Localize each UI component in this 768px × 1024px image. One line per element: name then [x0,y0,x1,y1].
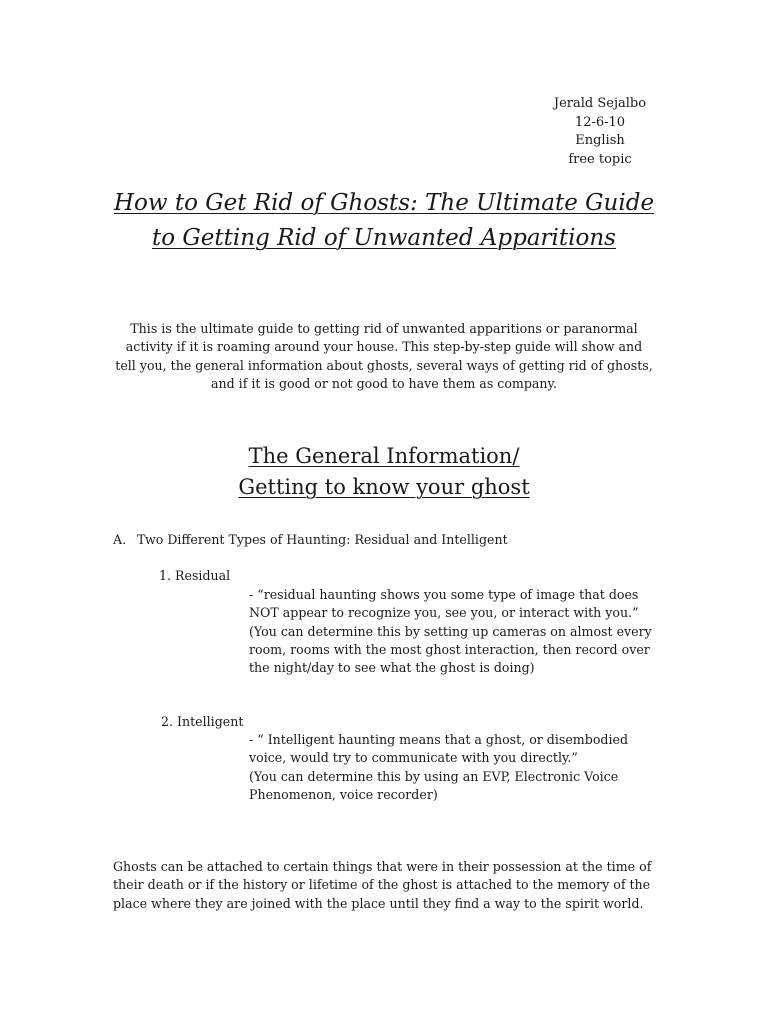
intelligent-description [249,731,669,804]
residual-line: NOT appear to recognize you, see you, or interact with you.” [249,605,639,621]
intelligent-line: - “ Intelligent haunting means that a ghost, or disembodied [249,732,628,747]
residual-line: - “residual haunting shows you some type of image that does [249,587,639,602]
intro-paragraph [104,320,664,393]
intro-line: tell you, the general information about ghosts, several ways of getting rid of ghosts, [115,357,653,373]
list-item-a-text: Two Different Types of Haunting: Residual and Intelligent [137,532,508,547]
document-title [84,186,684,256]
intro-line: activity if it is roaming around your house. This step-by-step guide will show and [125,339,643,355]
author-name: Jerald Sejalbo [553,96,647,111]
title-line-2: to Getting Rid of Unwanted Apparitions [152,225,616,251]
list-item-a-marker: A. [113,532,127,547]
residual-line: room, rooms with the most ghost interaction, then record over [249,641,650,657]
intro-line: and if it is good or not good to have them as company. [211,375,557,391]
title-line-1: How to Get Rid of Ghosts: The Ultimate Guide [113,190,655,216]
residual-line: (You can determine this by setting up cameras on almost every [249,623,652,639]
intelligent-line: voice, would try to communicate with you directly.” [249,750,578,766]
intro-line: This is the ultimate guide to getting rid of unwanted apparitions or paranormal [130,321,638,336]
header-block [520,95,680,169]
closing-line: their death or if the history or lifetime of the ghost is attached to the memory of the [113,877,651,893]
closing-line: place where they are joined with the place until they find a way to the spirit world. [113,895,644,911]
residual-description [249,586,669,677]
document-date: 12-6-10 [574,114,626,130]
intelligent-line: (You can determine this by using an EVP, Electronic Voice [249,768,619,784]
section-heading [84,441,684,503]
subject: English [575,133,625,148]
section-heading-line-2: Getting to know your ghost [238,475,530,499]
residual-label: 1. Residual [159,568,231,583]
topic: free topic [568,151,632,167]
intelligent-label: 2. Intelligent [161,714,244,729]
closing-line: Ghosts can be attached to certain things that were in their possession at the time of [113,859,652,874]
residual-line: the night/day to see what the ghost is doing) [249,660,535,676]
intelligent-line: Phenomenon, voice recorder) [249,786,438,802]
closing-paragraph [113,858,673,913]
section-heading-line-1: The General Information/ [248,444,520,468]
